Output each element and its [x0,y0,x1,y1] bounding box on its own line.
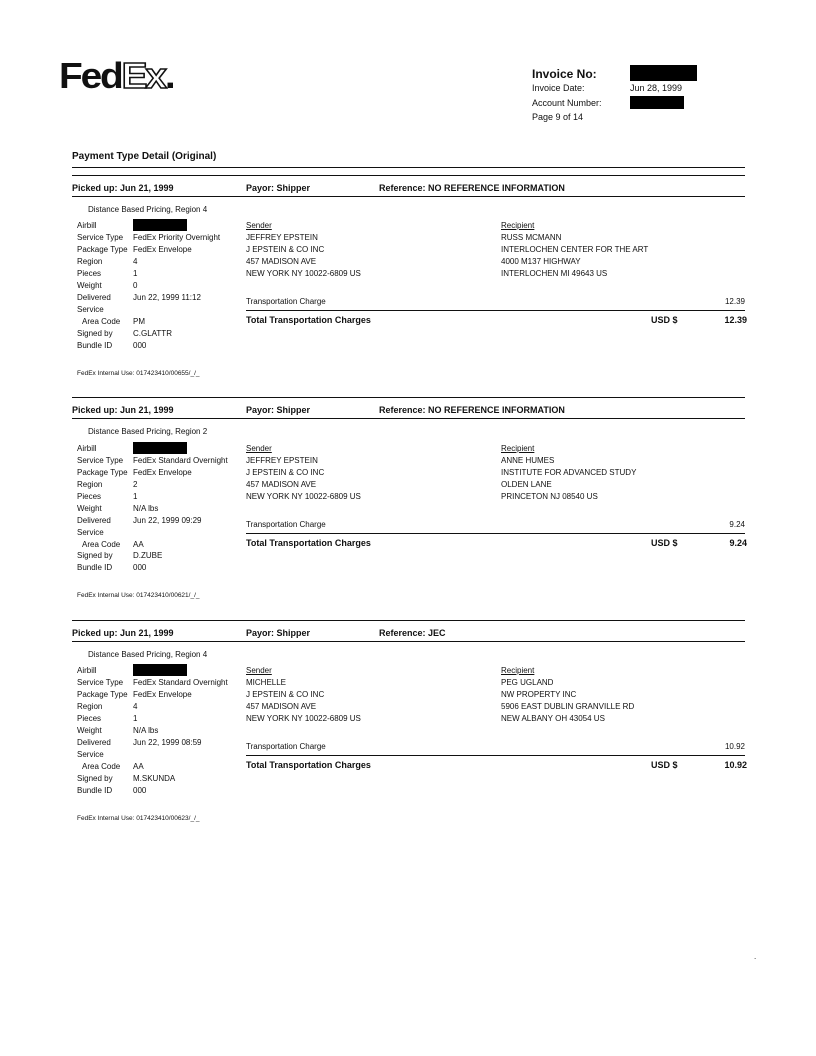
recipient-line: INSTITUTE FOR ADVANCED STUDY [501,468,637,477]
sender-line: NEW YORK NY 10022-6809 US [246,714,361,723]
recipient-label: Recipient [501,444,535,453]
weight-label: Weight [77,281,102,290]
airbill-label: Airbill [77,221,97,230]
recipient-label: Recipient [501,666,535,675]
sender-line: JEFFREY EPSTEIN [246,456,318,465]
redacted-airbill [133,442,187,454]
signed-by: C.GLATTR [133,329,172,338]
footer-mark: . [754,952,757,961]
sender-line: NEW YORK NY 10022-6809 US [246,492,361,501]
delivered-label: Delivered [77,738,111,747]
pieces: 1 [133,492,138,501]
weight: N/A lbs [133,726,159,735]
total-label: Total Transportation Charges [246,538,371,548]
sender-line: MICHELLE [246,678,287,687]
pieces: 1 [133,269,138,278]
service-type: FedEx Standard Overnight [133,678,228,687]
service-label: Service [77,305,104,314]
service-label: Service [77,750,104,759]
bundle-id-label: Bundle ID [77,786,113,795]
internal-use: FedEx Internal Use: 017423410/00623/_/_ [77,815,200,822]
currency: USD $ [651,760,678,770]
transport-charge: 10.92 [724,742,745,751]
sender-line: 457 MADISON AVE [246,702,317,711]
package-type: FedEx Envelope [133,245,192,254]
delivered: Jun 22, 1999 08:59 [133,738,202,747]
section-divider [72,167,745,168]
sender-line: JEFFREY EPSTEIN [246,233,318,242]
shipment-header-rule [72,641,745,642]
sender-line: J EPSTEIN & CO INC [246,468,325,477]
shipment-header-rule [72,418,745,419]
service-type-label: Service Type [77,233,124,242]
area-code: AA [133,762,144,771]
service-type-label: Service Type [77,456,124,465]
weight: N/A lbs [133,504,159,513]
weight-label: Weight [77,726,102,735]
package-type-label: Package Type [77,245,128,254]
recipient-line: 4000 M137 HIGHWAY [501,257,581,266]
sender-line: J EPSTEIN & CO INC [246,690,325,699]
section-title: Payment Type Detail (Original) [72,151,217,162]
pieces: 1 [133,714,138,723]
payor: Payor: Shipper [246,405,311,415]
delivered-label: Delivered [77,293,111,302]
bundle-id: 000 [133,786,147,795]
reference: Reference: JEC [379,628,446,638]
total-label: Total Transportation Charges [246,760,371,770]
signed-by-label: Signed by [77,329,113,338]
shipment-header-rule [72,196,745,197]
transport-charge-label: Transportation Charge [246,520,326,529]
sender-label: Sender [246,444,272,453]
bundle-id-label: Bundle ID [77,563,113,572]
service-type: FedEx Priority Overnight [133,233,221,242]
recipient-line: NW PROPERTY INC [501,690,577,699]
total: 10.92 [724,760,747,770]
charge-rule [246,755,745,756]
currency: USD $ [651,315,678,325]
sender-label: Sender [246,666,272,675]
total-label: Total Transportation Charges [246,315,371,325]
recipient-line: INTERLOCHEN CENTER FOR THE ART [501,245,649,254]
total: 12.39 [724,315,747,325]
pieces-label: Pieces [77,714,102,723]
pieces-label: Pieces [77,269,102,278]
airbill-label: Airbill [77,444,97,453]
reference: Reference: NO REFERENCE INFORMATION [379,183,565,193]
charge-rule [246,533,745,534]
area-code-label: Area Code [82,762,121,771]
recipient-line: PEG UGLAND [501,678,554,687]
invoice-date: Jun 28, 1999 [630,83,683,93]
total: 9.24 [729,538,747,548]
reference: Reference: NO REFERENCE INFORMATION [379,405,565,415]
service-type-label: Service Type [77,678,124,687]
page-number: Page 9 of 14 [532,112,584,122]
package-type-label: Package Type [77,690,128,699]
recipient-line: RUSS MCMANN [501,233,562,242]
pricing: Distance Based Pricing, Region 2 [88,427,208,436]
sender-line: 457 MADISON AVE [246,480,317,489]
recipient-line: INTERLOCHEN MI 49643 US [501,269,608,278]
bundle-id: 000 [133,341,147,350]
recipient-line: ANNE HUMES [501,456,555,465]
area-code: AA [133,540,144,549]
invoice-date-label: Invoice Date: [532,83,585,93]
charge-rule [246,310,745,311]
payor: Payor: Shipper [246,183,311,193]
recipient-line: OLDEN LANE [501,480,552,489]
recipient-line: 5906 EAST DUBLIN GRANVILLE RD [501,702,635,711]
fedex-logo [59,55,174,96]
redacted-account-number [630,96,684,109]
sender-line: J EPSTEIN & CO INC [246,245,325,254]
sender-label: Sender [246,221,272,230]
shipment-top-rule [72,397,745,398]
delivered: Jun 22, 1999 09:29 [133,516,202,525]
recipient-label: Recipient [501,221,535,230]
pricing: Distance Based Pricing, Region 4 [88,650,208,659]
package-type-label: Package Type [77,468,128,477]
transport-charge-label: Transportation Charge [246,297,326,306]
payor: Payor: Shipper [246,628,311,638]
signed-by: M.SKUNDA [133,774,176,783]
account-number-label: Account Number: [532,98,602,108]
area-code-label: Area Code [82,540,121,549]
weight-label: Weight [77,504,102,513]
recipient-line: PRINCETON NJ 08540 US [501,492,598,501]
bundle-id-label: Bundle ID [77,341,113,350]
sender-line: 457 MADISON AVE [246,257,317,266]
region: 2 [133,480,138,489]
delivered-label: Delivered [77,516,111,525]
pricing: Distance Based Pricing, Region 4 [88,205,208,214]
currency: USD $ [651,538,678,548]
signed-by: D.ZUBE [133,551,163,560]
sender-line: NEW YORK NY 10022-6809 US [246,269,361,278]
picked-up: Picked up: Jun 21, 1999 [72,628,174,638]
shipment-top-rule [72,620,745,621]
shipment-top-rule [72,175,745,176]
weight: 0 [133,281,138,290]
transport-charge-label: Transportation Charge [246,742,326,751]
picked-up: Picked up: Jun 21, 1999 [72,405,174,415]
package-type: FedEx Envelope [133,690,192,699]
logo-ex: Ex [121,55,165,96]
logo-fed: Fed [59,55,122,96]
logo-dot: . [164,55,174,96]
internal-use: FedEx Internal Use: 017423410/00621/_/_ [77,592,200,599]
package-type: FedEx Envelope [133,468,192,477]
region: 4 [133,257,138,266]
signed-by-label: Signed by [77,774,113,783]
signed-by-label: Signed by [77,551,113,560]
transport-charge: 9.24 [729,520,745,529]
pieces-label: Pieces [77,492,102,501]
delivered: Jun 22, 1999 11:12 [133,293,201,302]
redacted-airbill [133,664,187,676]
area-code: PM [133,317,145,326]
region-label: Region [77,257,103,266]
service-label: Service [77,528,104,537]
region-label: Region [77,480,103,489]
transport-charge: 12.39 [724,297,745,306]
invoice-no-label: Invoice No: [532,67,597,81]
picked-up: Picked up: Jun 21, 1999 [72,183,174,193]
redacted-airbill [133,219,187,231]
internal-use: FedEx Internal Use: 017423410/00655/_/_ [77,370,200,377]
region-label: Region [77,702,103,711]
redacted-invoice-no [630,65,697,81]
area-code-label: Area Code [82,317,121,326]
recipient-line: NEW ALBANY OH 43054 US [501,714,605,723]
bundle-id: 000 [133,563,147,572]
service-type: FedEx Standard Overnight [133,456,228,465]
airbill-label: Airbill [77,666,97,675]
region: 4 [133,702,138,711]
